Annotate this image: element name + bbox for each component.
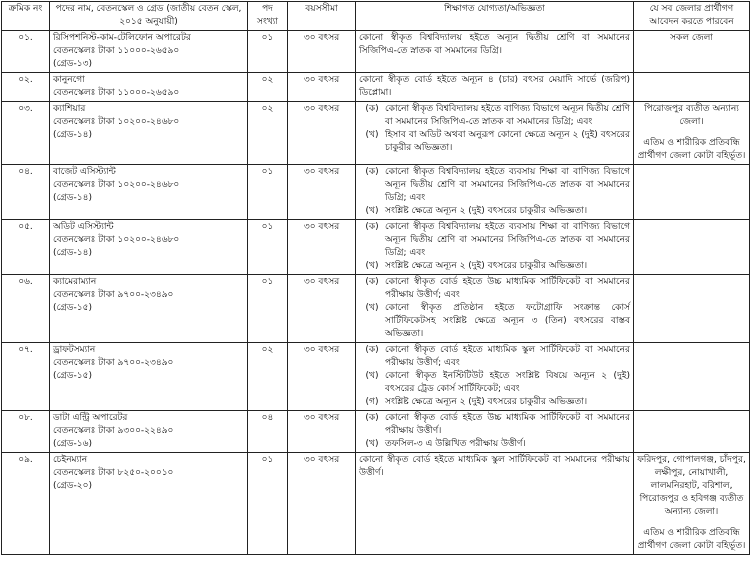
qualification-item xyxy=(359,396,630,409)
header-count: পদ সংখ্যা xyxy=(248,2,288,31)
qualification-cell xyxy=(356,411,634,453)
qualification-text: কোনো স্বীকৃত বিশ্ববিদ্যালয় হইতে বাণিজ্য বিভাগে অন্যূন দ্বিতীয় শ্রেণি বা সমমানের সিজিপিএ-তে স্নাতক বা সমমানের ডিগ্রি; এবং xyxy=(385,104,630,127)
qualification-marker: (খ) xyxy=(365,371,379,381)
post-name: চেইনম্যান xyxy=(53,455,88,465)
post-count-cell: ০২ xyxy=(248,102,288,165)
post-count-cell: ০১ xyxy=(248,453,288,555)
qualification-marker: (ক) xyxy=(365,345,379,355)
post-count-cell: ০১ xyxy=(248,220,288,275)
qualification-cell xyxy=(356,165,634,220)
table-row xyxy=(2,31,750,73)
qualification-text: কোনো স্বীকৃত বোর্ড হইতে অন্যূন ৪ (চার) বৎসর মেয়াদি সার্ভে (জরিপ) ডিপ্লোমা। xyxy=(359,75,630,98)
qualification-item xyxy=(359,103,630,129)
pay-grade: (গ্রেড-১৬) xyxy=(53,439,92,449)
serial-cell: ০৪. xyxy=(2,165,50,220)
header-row xyxy=(2,2,750,31)
district-cell xyxy=(634,411,750,453)
qualification-cell xyxy=(356,275,634,343)
serial-cell: ০৫. xyxy=(2,220,50,275)
qualification-marker: (খ) xyxy=(365,439,379,449)
qualification-text: তফসিল-৩ এ উল্লিখিত পরীক্ষায় উত্তীর্ণ। xyxy=(385,439,526,449)
qualification-marker: (খ) xyxy=(365,261,379,271)
pay-scale: বেতনস্কেলঃ টাকা ১১০০০-২৬৫৯০ xyxy=(53,88,180,98)
post-count-cell: ০৪ xyxy=(248,411,288,453)
post-cell xyxy=(50,343,248,411)
district-cell xyxy=(634,453,750,555)
qualification-marker: (ক) xyxy=(365,104,379,114)
post-count-cell: ০১ xyxy=(248,275,288,343)
pay-scale: বেতনস্কেলঃ টাকা ৯৭০০-২৩৪৯০ xyxy=(53,290,174,300)
qualification-item xyxy=(359,344,630,370)
age-limit-cell: ৩০ বৎসর xyxy=(288,343,356,411)
table-row xyxy=(2,411,750,453)
post-name: রিসিপশনিস্ট-কাম-টেলিফোন অপারেটর xyxy=(53,33,191,43)
qualification-item xyxy=(359,260,630,273)
spacer xyxy=(637,519,746,527)
serial-cell: ০৯. xyxy=(2,453,50,555)
post-cell xyxy=(50,73,248,102)
qualification-marker: (ক) xyxy=(365,413,379,423)
serial-cell: ০৬. xyxy=(2,275,50,343)
qualification-text: হিসাব বা অডিট অথবা অনুরূপ কোনো ক্ষেত্রে অন্যূন ২ (দুই) বৎসরের চাকুরীর অভিজ্ঞতা। xyxy=(385,130,630,153)
age-limit-cell: ৩০ বৎসর xyxy=(288,73,356,102)
district-quota-note: এতিম ও শারীরিক প্রতিবন্ধি প্রার্থীগণ জেলা কোটা বহির্ভূত। xyxy=(637,138,746,161)
spacer xyxy=(637,129,746,137)
qualification-item xyxy=(359,302,630,341)
pay-grade: (গ্রেড-১৫) xyxy=(53,303,92,313)
qualification-text: সংশ্লিষ্ট ক্ষেত্রে অন্যূন ২ (দুই) বৎসরের চাকুরীর অভিজ্ঞতা। xyxy=(385,261,588,271)
district-cell xyxy=(634,275,750,343)
age-limit-cell: ৩০ বৎসর xyxy=(288,411,356,453)
qualification-item xyxy=(359,205,630,218)
qualification-item xyxy=(359,370,630,396)
qualification-text: কোনো স্বীকৃত বিশ্ববিদ্যালয় হইতে অন্যূন দ্বিতীয় শ্রেণি বা সমমানের সিজিপিএ-তে স্নাতক বা সমমানের ডিগ্রি। xyxy=(359,33,630,56)
pay-scale: বেতনস্কেলঃ টাকা ১১০০০-২৬৫৯০ xyxy=(53,46,180,56)
qualification-marker: (ক) xyxy=(365,222,379,232)
serial-cell: ০৩. xyxy=(2,102,50,165)
qualification-marker: (খ) xyxy=(365,206,379,216)
post-name: ক্যামেরাম্যান xyxy=(53,277,97,287)
qualification-item xyxy=(359,454,630,480)
eligible-districts: ফরিদপুর, গোপালগঞ্জ, চাঁদপুর, লক্ষীপুর, নোয়াখালী, লালমনিরহাট, বরিশাল, পিরোজপুর ও হবিগঞ্জ ব্যতীত অন্যান্য জেলা। xyxy=(637,455,746,517)
pay-grade: (গ্রেড-১৫) xyxy=(53,371,92,381)
post-name: ক্যাশিয়ার xyxy=(53,104,86,114)
district-cell xyxy=(634,73,750,102)
qualification-text: কোনো স্বীকৃত বোর্ড হইতে উচ্চ মাধ্যমিক সার্টিফিকেট বা সমমানের পরীক্ষায় উত্তীর্ণ; এবং xyxy=(385,277,630,300)
table-body xyxy=(2,31,750,555)
post-count-cell: ০২ xyxy=(248,73,288,102)
header-serial: ক্রমিক নং xyxy=(2,2,50,31)
pay-grade: (গ্রেড-১৪) xyxy=(53,193,92,203)
qualification-item xyxy=(359,32,630,58)
post-name: ডাটা এন্ট্রি অপারেটর xyxy=(53,413,128,423)
qualification-marker: (খ) xyxy=(365,303,379,313)
qualification-cell xyxy=(356,343,634,411)
header-post: পদের নাম, বেতনস্কেল ও গ্রেড (জাতীয় বেতন স্কেল, ২০১৫ অনুযায়ী) xyxy=(50,2,248,31)
post-name: বাজেট এসিস্ট্যান্ট xyxy=(53,167,116,177)
age-limit-cell: ৩০ বৎসর xyxy=(288,453,356,555)
table-row xyxy=(2,275,750,343)
post-name: কানুনগো xyxy=(53,75,85,85)
district-cell xyxy=(634,165,750,220)
pay-grade: (গ্রেড-১৪) xyxy=(53,248,92,258)
qualification-text: কোনো স্বীকৃত প্রতিষ্ঠান হইতে ফটোগ্রাফি সংক্রান্ত কোর্স সার্টিফিকেটসহ সংশ্লিষ্ট ক্ষেত্রে অন্যূন ৩ (তিন) বৎসরের বাস্তব অভিজ্ঞতা। xyxy=(385,303,630,339)
header-district: যে সব জেলার প্রার্থীগণ আবেদন করতে পারবেন xyxy=(634,2,750,31)
post-cell xyxy=(50,220,248,275)
table-row xyxy=(2,165,750,220)
post-count-cell: ০১ xyxy=(248,31,288,73)
qualification-cell xyxy=(356,220,634,275)
qualification-text: কোনো স্বীকৃত বিশ্ববিদ্যালয় হইতে ব্যবসায় শিক্ষা বা বাণিজ্য বিভাগে অন্যূন দ্বিতীয় শ্রেণি বা সমমানের সিজিপিএ-তে স্নাতক বা সমমানের ডিগ্রি; এবং xyxy=(385,222,630,258)
table-row xyxy=(2,220,750,275)
post-name: ড্রাফটসম্যান xyxy=(53,345,96,355)
recruitment-table xyxy=(1,1,750,555)
table-row xyxy=(2,73,750,102)
qualification-item xyxy=(359,276,630,302)
pay-scale: বেতনস্কেলঃ টাকা ১০২০০-২৪৬৮০ xyxy=(53,180,180,190)
serial-cell: ০৭. xyxy=(2,343,50,411)
post-cell xyxy=(50,411,248,453)
pay-grade: (গ্রেড-১৪) xyxy=(53,130,92,140)
header-age: বয়সসীমা xyxy=(288,2,356,31)
eligible-districts: সকল জেলা xyxy=(670,33,713,43)
qualification-text: কোনো স্বীকৃত ইনস্টিটিউট হইতে সংশ্লিষ্ট বিষয়ে অন্যূন ২ (দুই) বৎসরের ট্রেড কোর্স সার্টিফিকেট; এবং xyxy=(385,371,630,394)
qualification-text: কোনো স্বীকৃত বোর্ড হইতে মাধ্যমিক স্কুল সার্টিফিকেট বা সমমানের পরীক্ষায় উত্তীর্ণ; এবং xyxy=(385,345,630,368)
pay-grade: (গ্রেড-১৩) xyxy=(53,59,92,69)
post-count-cell: ০২ xyxy=(248,343,288,411)
qualification-marker: (গ) xyxy=(365,397,379,407)
district-cell xyxy=(634,343,750,411)
serial-cell: ০২. xyxy=(2,73,50,102)
qualification-cell xyxy=(356,31,634,73)
qualification-marker: (ক) xyxy=(365,167,379,177)
post-cell xyxy=(50,31,248,73)
qualification-text: কোনো স্বীকৃত বিশ্ববিদ্যালয় হইতে ব্যবসায় শিক্ষা বা বাণিজ্য বিভাগে অন্যূন দ্বিতীয় শ্রেণি বা সমমানের সিজিপিএ-তে স্নাতক বা সমমানের ডিগ্রি; এবং xyxy=(385,167,630,203)
pay-scale: বেতনস্কেলঃ টাকা ১০২০০-২৪৬৮০ xyxy=(53,117,180,127)
qualification-item xyxy=(359,221,630,260)
qualification-cell xyxy=(356,73,634,102)
qualification-cell xyxy=(356,102,634,165)
district-cell xyxy=(634,102,750,165)
pay-scale: বেতনস্কেলঃ টাকা ১০২০০-২৪৬৮০ xyxy=(53,235,180,245)
table-row xyxy=(2,343,750,411)
age-limit-cell: ৩০ বৎসর xyxy=(288,102,356,165)
qualification-item xyxy=(359,129,630,155)
district-quota-note: এতিম ও শারীরিক প্রতিবন্ধি প্রার্থীগণ জেলা কোটা বহির্ভূত। xyxy=(637,528,746,551)
post-cell xyxy=(50,165,248,220)
table-row xyxy=(2,102,750,165)
qualification-cell xyxy=(356,453,634,555)
qualification-marker: (ক) xyxy=(365,277,379,287)
district-cell xyxy=(634,220,750,275)
post-cell xyxy=(50,102,248,165)
post-name: অডিট এসিস্ট্যান্ট xyxy=(53,222,114,232)
qualification-item xyxy=(359,166,630,205)
table-row xyxy=(2,453,750,555)
qualification-item xyxy=(359,412,630,438)
pay-scale: বেতনস্কেলঃ টাকা ৯৭০০-২৩৪৯০ xyxy=(53,358,174,368)
post-cell xyxy=(50,453,248,555)
post-cell xyxy=(50,275,248,343)
serial-cell: ০১. xyxy=(2,31,50,73)
qualification-marker: (খ) xyxy=(365,130,379,140)
age-limit-cell: ৩০ বৎসর xyxy=(288,165,356,220)
serial-cell: ০৮. xyxy=(2,411,50,453)
pay-scale: বেতনস্কেলঃ টাকা ৯৩০০-২২৪৯০ xyxy=(53,426,174,436)
qualification-text: কোনো স্বীকৃত বোর্ড হইতে উচ্চ মাধ্যমিক সার্টিফিকেট বা সমমানের পরীক্ষায় উত্তীর্ণ। xyxy=(385,413,630,436)
header-qualification: শিক্ষাগত যোগ্যতা/অভিজ্ঞতা xyxy=(356,2,634,31)
qualification-text: সংশ্লিষ্ট ক্ষেত্রে অন্যূন ২ (দুই) বৎসরের চাকুরীর অভিজ্ঞতা। xyxy=(385,397,588,407)
district-cell xyxy=(634,31,750,73)
qualification-text: কোনো স্বীকৃত বোর্ড হইতে মাধ্যমিক স্কুল সার্টিফিকেট বা সমমানের পরীক্ষায় উত্তীর্ণ। xyxy=(359,455,630,478)
pay-grade: (গ্রেড-২০) xyxy=(53,481,92,491)
age-limit-cell: ৩০ বৎসর xyxy=(288,31,356,73)
age-limit-cell: ৩০ বৎসর xyxy=(288,275,356,343)
qualification-text: সংশ্লিষ্ট ক্ষেত্রে অন্যূন ২ (দুই) বৎসরের চাকুরীর অভিজ্ঞতা। xyxy=(385,206,588,216)
pay-scale: বেতনস্কেলঃ টাকা ৮২৫০-২০০১০ xyxy=(53,468,174,478)
qualification-item xyxy=(359,74,630,100)
age-limit-cell: ৩০ বৎসর xyxy=(288,220,356,275)
eligible-districts: পিরোজপুর ব্যতীত অন্যান্য জেলা। xyxy=(644,104,739,127)
qualification-item xyxy=(359,438,630,451)
post-count-cell: ০১ xyxy=(248,165,288,220)
